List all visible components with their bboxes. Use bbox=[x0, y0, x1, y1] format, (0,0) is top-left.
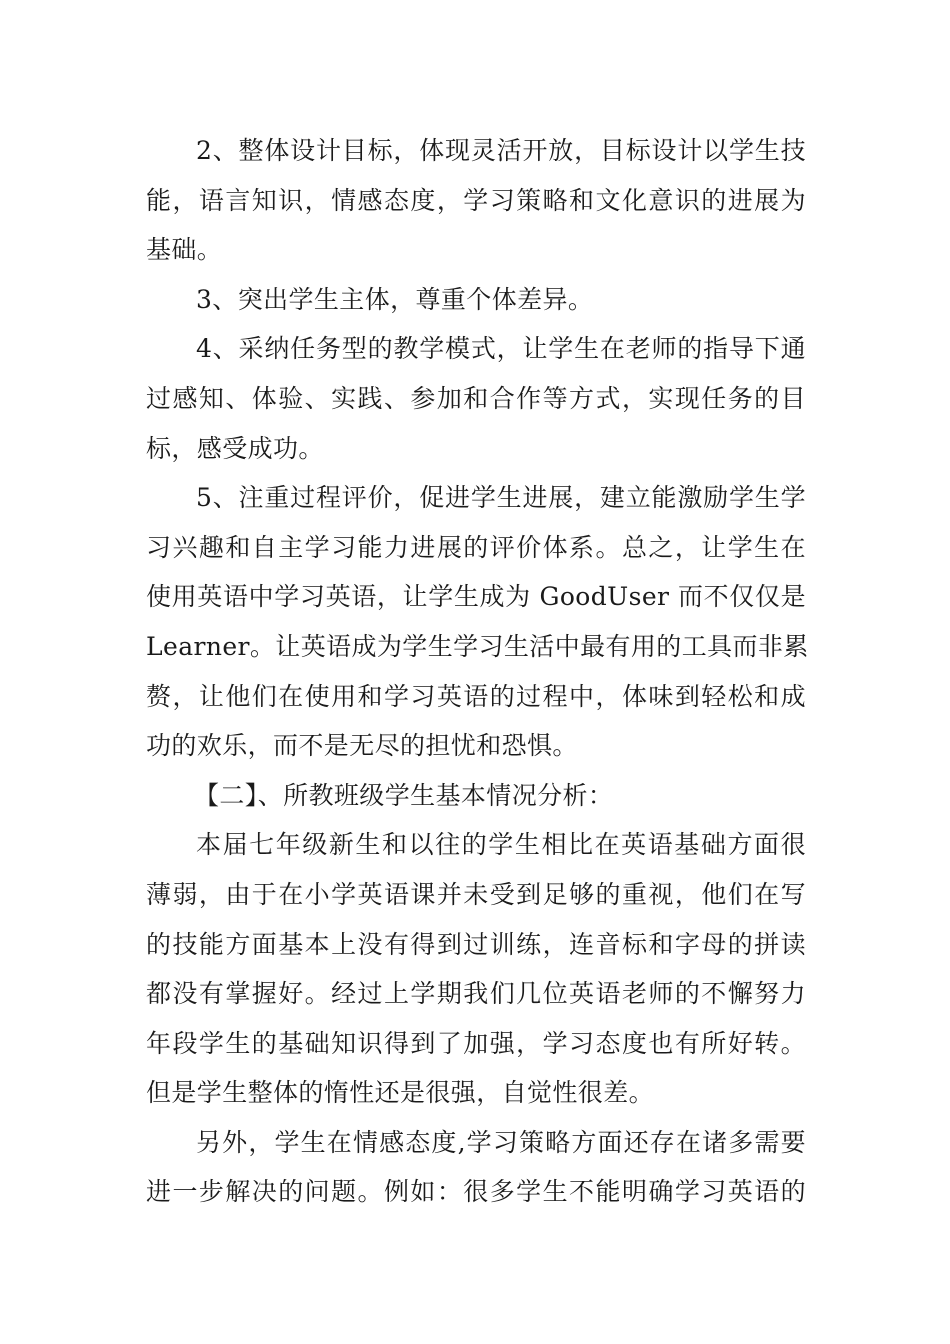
document-body bbox=[146, 126, 809, 1217]
paragraph-other-issues bbox=[146, 1118, 806, 1217]
text-line: 功的欢乐，而不是无尽的担忧和恐惧。 bbox=[146, 731, 578, 761]
text-line: 5、注重过程评价，促进学生进展，建立能激励学生学 bbox=[196, 483, 806, 513]
text-line: 2、整体设计目标，体现灵活开放，目标设计以学生技 bbox=[196, 136, 806, 165]
text-line: 但是学生整体的惰性还是很强，自觉性很差。 bbox=[146, 1078, 655, 1108]
text-line: Learner。让英语成为学生学习生活中最有用的工具而非累 bbox=[146, 631, 809, 661]
text-line: 习兴趣和自主学习能力进展的评价体系。总之，让学生在 bbox=[146, 532, 806, 562]
text-line: 能，语言知识，情感态度，学习策略和文化意识的进展为 bbox=[146, 185, 806, 215]
text-line: 4、采纳任务型的教学模式，让学生在老师的指导下通 bbox=[196, 334, 806, 364]
text-line: 进一步解决的问题。例如：很多学生不能明确学习英语的 bbox=[146, 1177, 806, 1207]
section-heading-text: 【二】、所教班级学生基本情况分析： bbox=[194, 780, 614, 810]
paragraph-class-analysis bbox=[146, 820, 806, 1118]
text-line: 基础。 bbox=[146, 235, 223, 265]
text-line: 赘，让他们在使用和学习英语的过程中，体味到轻松和成 bbox=[146, 681, 806, 711]
text-line: 的技能方面基本上没有得到过训练，连音标和字母的拼读 bbox=[146, 929, 806, 959]
text-line: 使用英语中学习英语，让学生成为 GoodUser 而不仅仅是 bbox=[146, 582, 806, 612]
text-line: 都没有掌握好。经过上学期我们几位英语老师的不懈努力 bbox=[146, 979, 806, 1009]
paragraph-task-based bbox=[146, 324, 806, 473]
text-line: 过感知、体验、实践、参加和合作等方式，实现任务的目 bbox=[146, 383, 806, 413]
paragraph-goal-design bbox=[146, 126, 806, 275]
text-line: 3、突出学生主体，尊重个体差异。 bbox=[196, 284, 594, 314]
text-line: 薄弱，由于在小学英语课并未受到足够的重视，他们在写 bbox=[146, 879, 806, 909]
section-heading bbox=[146, 771, 806, 821]
paragraph-process-evaluation bbox=[146, 473, 809, 771]
text-line: 本届七年级新生和以往的学生相比在英语基础方面很 bbox=[196, 830, 806, 860]
text-line: 标，感受成功。 bbox=[146, 433, 324, 463]
text-line: 另外，学生在情感态度,学习策略方面还存在诸多需要 bbox=[196, 1127, 806, 1157]
paragraph-student-centered bbox=[146, 275, 806, 325]
text-line: 年段学生的基础知识得到了加强，学习态度也有所好转。 bbox=[146, 1028, 806, 1058]
